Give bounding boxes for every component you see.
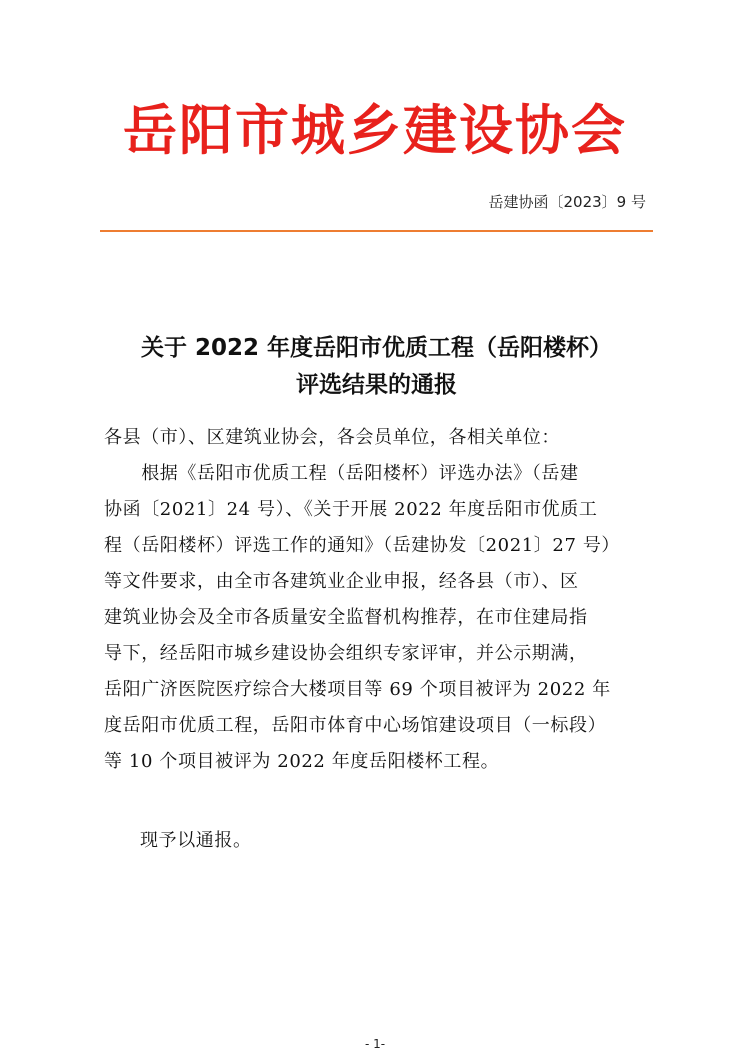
body-line: 等 10 个项目被评为 2022 年度岳阳楼杯工程。: [104, 751, 500, 772]
page-number: - 1-: [364, 1037, 386, 1051]
body-line: 程（岳阳楼杯）评选工作的通知》（岳建协发〔2021〕27 号）: [104, 535, 621, 556]
salutation: 各县（市）、区建筑业协会，各会员单位，各相关单位：: [104, 427, 560, 448]
document-number: 岳建协函〔2023〕9 号: [488, 193, 646, 211]
body-line: 建筑业协会及全市各质量安全监督机构推荐，在市住建局指: [104, 607, 588, 628]
body-line: 协函〔2021〕24 号）、《关于开展 2022 年度岳阳市优质工: [104, 499, 598, 520]
body-line: 度岳阳市优质工程，岳阳市体育中心场馆建设项目（一标段）: [104, 715, 607, 736]
body-line: 导下，经岳阳市城乡建设协会组织专家评审，并公示期满，: [104, 643, 588, 664]
notice-title-line-1: 关于 2022 年度岳阳市优质工程（岳阳楼杯）: [140, 335, 613, 361]
body-line: 岳阳广济医院医疗综合大楼项目等 69 个项目被评为 2022 年: [104, 679, 611, 700]
notice-title-line-2: 评选结果的通报: [296, 372, 457, 398]
notice-title: [104, 330, 649, 404]
org-header-title: 岳阳市城乡建设协会: [123, 98, 627, 162]
body-paragraph: [104, 456, 652, 780]
header-divider-rule: [100, 230, 653, 232]
body-line: 等文件要求，由全市各建筑业企业申报，经各县（市）、区: [104, 571, 579, 592]
body-line: 根据《岳阳市优质工程（岳阳楼杯）评选办法》（岳建: [104, 463, 579, 484]
closing-statement: 现予以通报。: [140, 830, 252, 851]
